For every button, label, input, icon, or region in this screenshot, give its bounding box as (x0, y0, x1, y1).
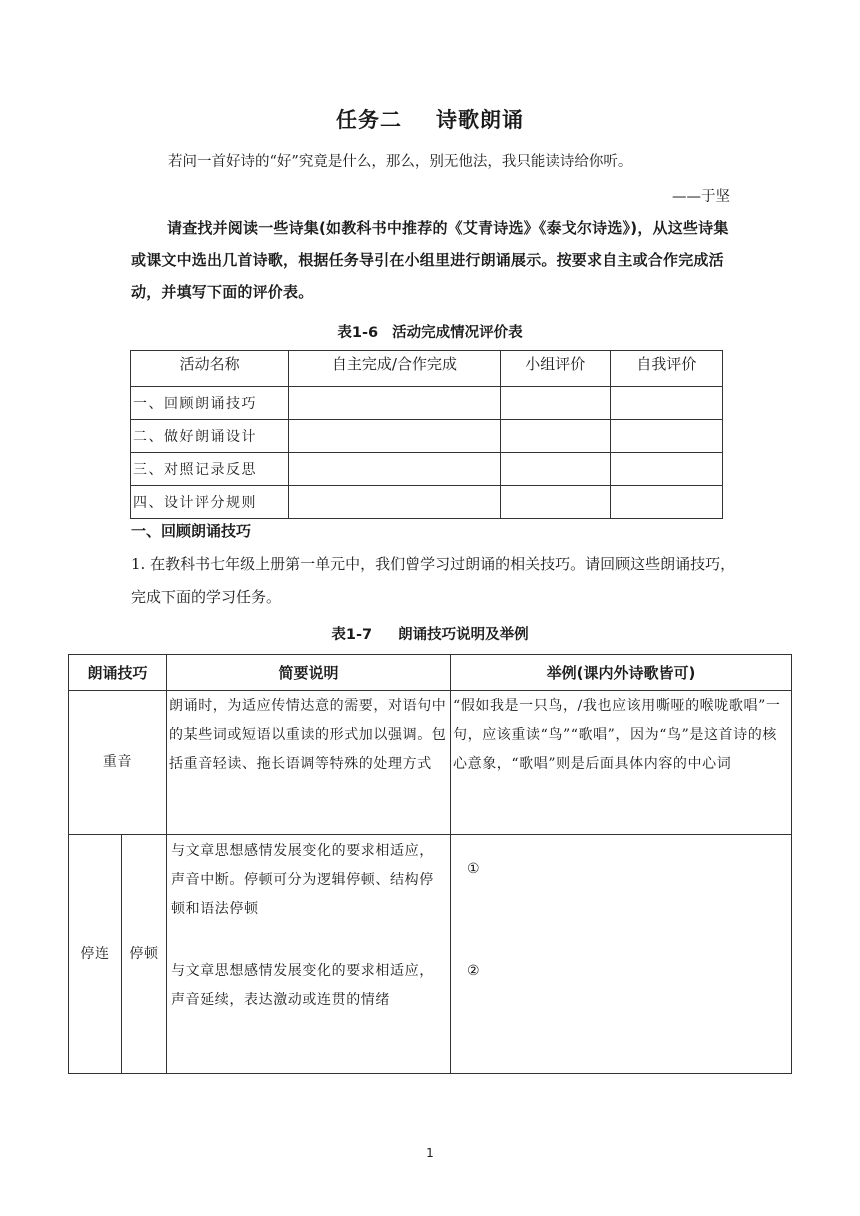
table6-caption (0, 321, 860, 342)
table-row (131, 420, 723, 453)
group-eval-cell[interactable] (500, 453, 610, 486)
table-header-row (131, 351, 723, 387)
table-row (69, 953, 792, 1074)
table-row (131, 453, 723, 486)
table7-caption-text: 朗诵技巧说明及举例 (398, 627, 529, 643)
group-eval-cell[interactable] (500, 387, 610, 420)
intro-paragraph: 请查找并阅读一些诗集(如教科书中推荐的《艾青诗选》《泰戈尔诗选》)，从这些诗集或课文中选出几首诗歌，根据任务导引在小组里进行朗诵展示。按要求自主或合作完成活动，并填写下面的评价表。 (131, 219, 729, 301)
table-header: 自我评价 (610, 351, 722, 387)
self-eval-cell[interactable] (610, 387, 722, 420)
table6-caption-num: 表1-6 (337, 325, 379, 341)
table-header: 举例(课内外诗歌皆可) (451, 655, 792, 691)
activity-name: 四、设计评分规则 (131, 486, 289, 519)
page-title (0, 104, 860, 134)
page-number: 1 (426, 1146, 434, 1160)
epigraph-text: 若问一首好诗的“好”究竟是什么，那么，别无他法，我只能读诗给你听。 (168, 154, 633, 170)
sub-skill-name: 停顿 (122, 835, 167, 1074)
completion-cell[interactable] (289, 387, 500, 420)
table-row (69, 691, 792, 835)
skill-example: “假如我是一只鸟，/我也应该用嘶哑的喉咙歌唱”一句，应该重读“鸟”“歌唱”，因为“鸟”是这首诗的核心意象，“歌唱”则是后面具体内容的中心词 (451, 691, 792, 835)
evaluation-table (130, 350, 723, 519)
table6-caption-text: 活动完成情况评价表 (392, 325, 523, 341)
table-row (131, 387, 723, 420)
completion-cell[interactable] (289, 453, 500, 486)
title-part2: 诗歌朗诵 (436, 108, 524, 132)
section-heading: 一、回顾朗诵技巧 (131, 522, 252, 540)
recitation-skills-table (68, 654, 792, 1074)
group-eval-cell[interactable] (500, 420, 610, 453)
table-header: 小组评价 (500, 351, 610, 387)
table-header: 自主完成/合作完成 (289, 351, 500, 387)
completion-cell[interactable] (289, 486, 500, 519)
skill-name: 停连 (69, 835, 122, 1074)
activity-name: 三、对照记录反思 (131, 453, 289, 486)
skill-description: 朗诵时，为适应传情达意的需要，对语句中的某些词或短语以重读的形式加以强调。包括重音轻读、拖长语调等特殊的处理方式 (167, 691, 451, 835)
example-answer-1[interactable]: ① (451, 835, 792, 954)
epigraph-author: ——于坚 (672, 189, 730, 205)
completion-cell[interactable] (289, 420, 500, 453)
table-row (69, 835, 792, 954)
title-part1: 任务二 (336, 108, 402, 132)
table-header: 朗诵技巧 (69, 655, 167, 691)
activity-name: 一、回顾朗诵技巧 (131, 387, 289, 420)
skill-description: 与文章思想感情发展变化的要求相适应，声音延续，表达激动或连贯的情绪 (167, 953, 451, 1074)
table-row (131, 486, 723, 519)
activity-name: 二、做好朗诵设计 (131, 420, 289, 453)
task-instruction: 1. 在教科书七年级上册第一单元中，我们曾学习过朗诵的相关技巧。请回顾这些朗诵技巧，完成下面的学习任务。 (131, 555, 736, 606)
table-header-row (69, 655, 792, 691)
self-eval-cell[interactable] (610, 420, 722, 453)
table-header: 活动名称 (131, 351, 289, 387)
table-header: 简要说明 (167, 655, 451, 691)
table7-caption (0, 623, 860, 644)
self-eval-cell[interactable] (610, 486, 722, 519)
table7-caption-num: 表1-7 (331, 627, 373, 643)
self-eval-cell[interactable] (610, 453, 722, 486)
example-answer-2[interactable]: ② (451, 953, 792, 1074)
group-eval-cell[interactable] (500, 486, 610, 519)
skill-name: 重音 (69, 691, 167, 835)
skill-description: 与文章思想感情发展变化的要求相适应，声音中断。停顿可分为逻辑停顿、结构停顿和语法停顿 (167, 835, 451, 954)
